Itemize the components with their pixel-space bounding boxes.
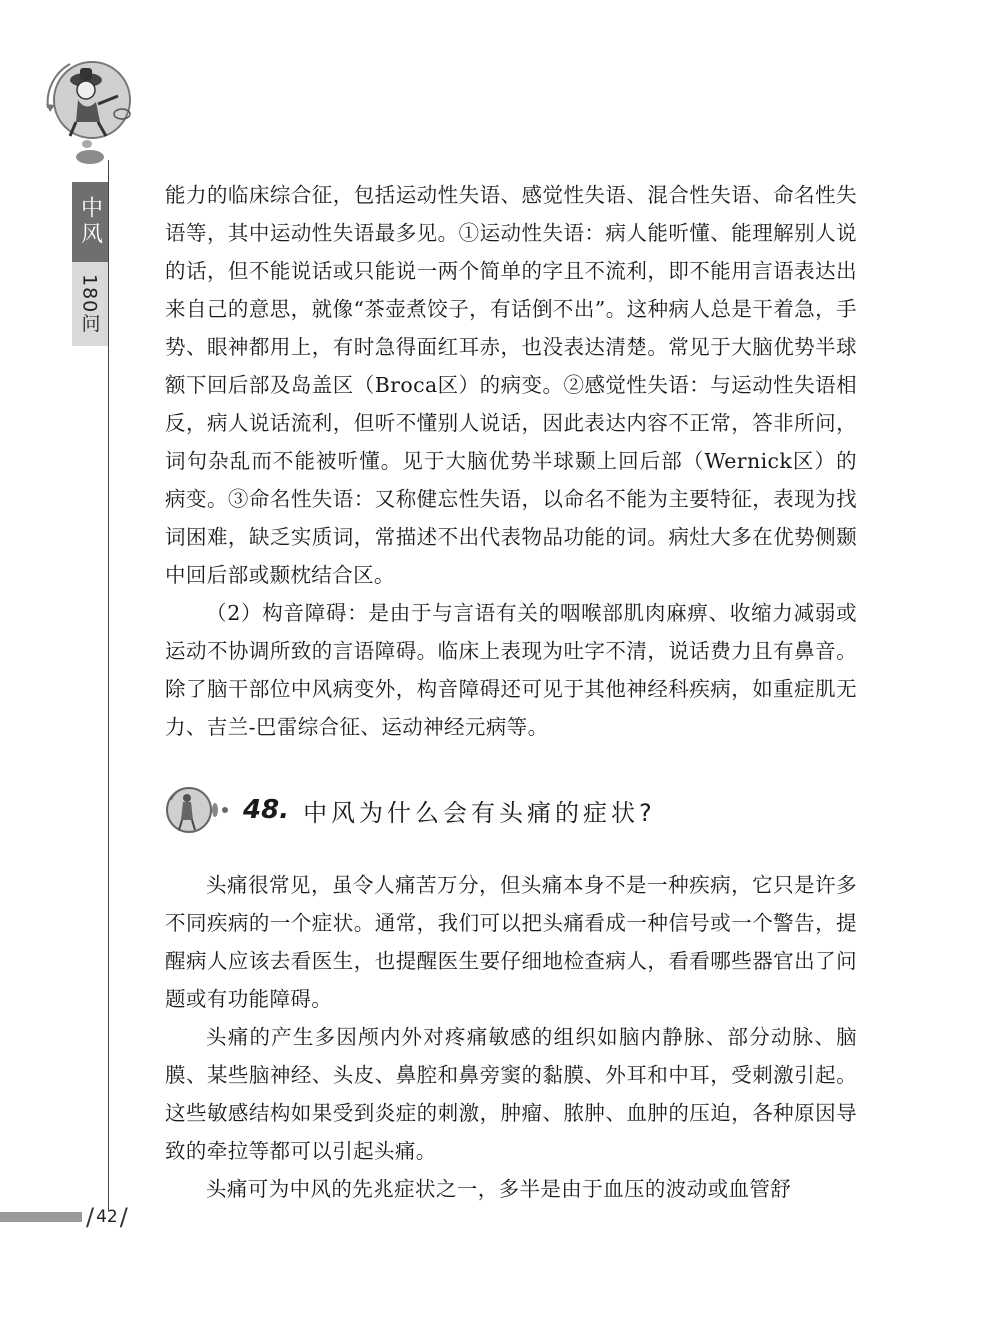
paragraph: 头痛的产生多因颅内外对疼痛敏感的组织如脑内静脉、部分动脉、脑膜、某些脑神经、头皮、鼻腔和鼻旁窦的黏膜、外耳和中耳，受刺激引起。这些敏感结构如果受到炎症的刺激，肿瘤、脓肿、血肿的压迫，各种原因导致的牵拉等都可以引起头痛。 [165, 1025, 857, 1163]
paragraph: （2）构音障碍：是由于与言语有关的咽喉部肌肉麻痹、收缩力减弱或运动不协调所致的言语障碍。临床上表现为吐字不清，说话费力且有鼻音。除了脑干部位中风病变外，构音障碍还可见于其他神经科疾病，如重症肌无力、吉兰-巴雷综合征、运动神经元病等。 [165, 601, 857, 739]
section-title: 中风为什么会有头痛的症状? [303, 798, 656, 827]
cartoon-mascot-icon [40, 50, 140, 150]
paragraph: 头痛可为中风的先兆症状之一，多半是由于血压的波动或血管舒 [206, 1177, 792, 1201]
paragraph: 头痛很常见，虽令人痛苦万分，但头痛本身不是一种疾病，它只是许多不同疾病的一个症状。通常，我们可以把头痛看成一种信号或一个警告，提醒病人应该去看医生，也提醒医生要仔细地检查病人，看看哪些器官出了问题或有功能障碍。 [165, 873, 857, 1011]
page-number [84, 1203, 130, 1231]
slash-right-icon: / [119, 1203, 128, 1231]
book-subtitle-tab: 180问 [72, 262, 108, 346]
page-number-value: 42 [96, 1207, 118, 1227]
page-body [165, 176, 857, 1208]
margin-rule [108, 160, 109, 1210]
page-number-bar [0, 1212, 82, 1222]
section-heading [165, 780, 857, 840]
decorative-dot-large [76, 150, 104, 164]
section-number: 48. [243, 795, 290, 825]
section-mascot-icon [165, 782, 235, 838]
slash-left-icon: / [86, 1203, 95, 1231]
book-title-tab: 中风 [72, 182, 108, 262]
decorative-dot-small [82, 140, 92, 148]
paragraph: 能力的临床综合征，包括运动性失语、感觉性失语、混合性失语、命名性失语等，其中运动性失语最多见。①运动性失语：病人能听懂、能理解别人说的话，但不能说话或只能说一两个简单的字且不流利，即不能用言语表达出来自己的意思，就像“茶壶煮饺子，有话倒不出”。这种病人总是干着急，手势、眼神都用上，有时急得面红耳赤，也没表达清楚。常见于大脑优势半球额下回后部及岛盖区（Broca区）的病变。②感觉性失语：与运动性失语相反，病人说话流利，但听不懂别人说话，因此表达内容不正常，答非所问，词句杂乱而不能被听懂。见于大脑优势半球颞上回后部（Wernick区）的病变。③命名性失语：又称健忘性失语，以命名不能为主要特征，表现为找词困难，缺乏实质词，常描述不出代表物品功能的词。病灶大多在优势侧颞中回后部或颞枕结合区。 [165, 183, 857, 587]
